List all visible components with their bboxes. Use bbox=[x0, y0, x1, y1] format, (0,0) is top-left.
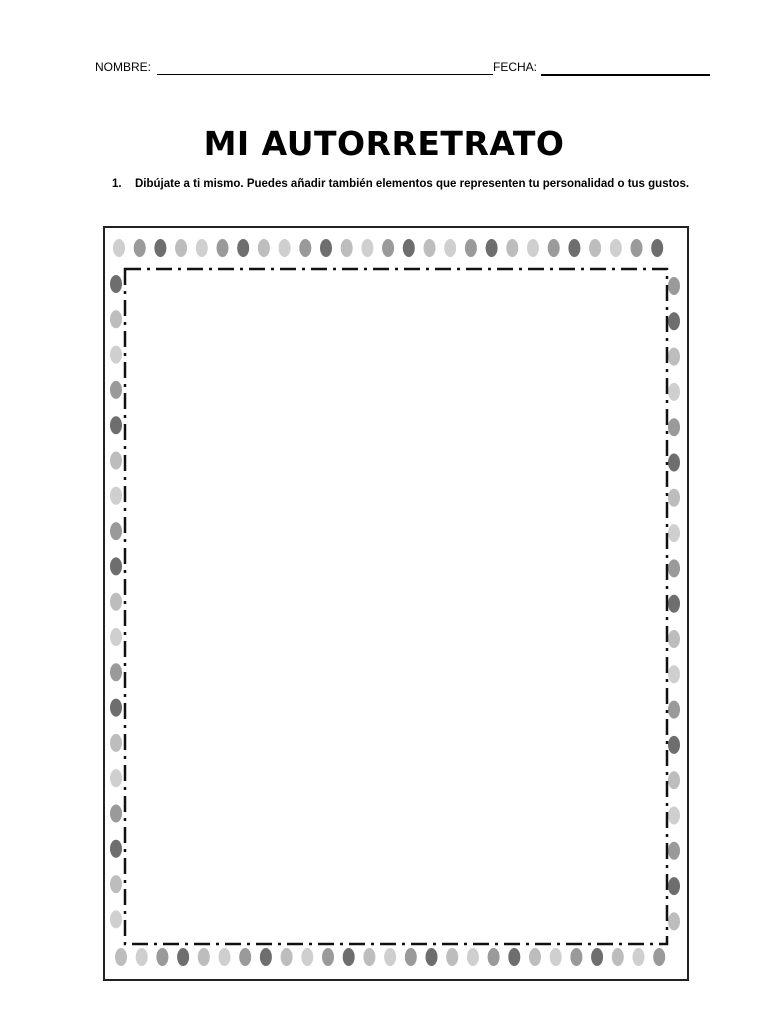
border-dot bbox=[136, 948, 148, 966]
border-dot bbox=[110, 875, 122, 893]
border-dot bbox=[384, 948, 396, 966]
border-dot bbox=[110, 416, 122, 434]
border-dot bbox=[110, 275, 122, 293]
border-dot bbox=[198, 948, 210, 966]
border-dot bbox=[156, 948, 168, 966]
date-field[interactable] bbox=[541, 74, 710, 76]
border-dot bbox=[506, 239, 518, 257]
date-label: FECHA: bbox=[493, 60, 538, 74]
border-dot bbox=[110, 593, 122, 611]
border-dot bbox=[343, 948, 355, 966]
border-dot bbox=[403, 239, 415, 257]
border-dot bbox=[110, 663, 122, 681]
border-dot bbox=[668, 630, 680, 648]
border-dot bbox=[508, 948, 520, 966]
border-dot bbox=[668, 807, 680, 825]
border-dot bbox=[239, 948, 251, 966]
border-dot bbox=[363, 948, 375, 966]
border-dot bbox=[444, 239, 456, 257]
border-dot bbox=[529, 948, 541, 966]
border-dot bbox=[612, 948, 624, 966]
border-dot bbox=[426, 948, 438, 966]
border-dot bbox=[320, 239, 332, 257]
border-dot bbox=[488, 948, 500, 966]
border-dot bbox=[110, 452, 122, 470]
border-dot bbox=[668, 736, 680, 754]
border-dot bbox=[110, 699, 122, 717]
border-dot bbox=[550, 948, 562, 966]
border-dot bbox=[668, 842, 680, 860]
header-row bbox=[95, 58, 710, 78]
border-dot bbox=[301, 948, 313, 966]
border-dot bbox=[110, 557, 122, 575]
border-dot bbox=[668, 701, 680, 719]
border-dot bbox=[110, 805, 122, 823]
border-dot bbox=[668, 524, 680, 542]
border-dot bbox=[446, 948, 458, 966]
border-dot bbox=[589, 239, 601, 257]
border-dot bbox=[110, 381, 122, 399]
border-dot bbox=[110, 310, 122, 328]
border-dot bbox=[668, 489, 680, 507]
border-dot bbox=[610, 239, 622, 257]
border-dot bbox=[113, 239, 125, 257]
border-dot bbox=[405, 948, 417, 966]
border-dot bbox=[110, 910, 122, 928]
border-dot bbox=[668, 277, 680, 295]
inner-dashed-frame bbox=[125, 269, 667, 944]
border-dot bbox=[237, 239, 249, 257]
instruction-text: Dibújate a ti mismo. Puedes añadir también elementos que representen tu personalidad o tus gustos. bbox=[135, 178, 690, 190]
border-dot bbox=[548, 239, 560, 257]
name-label: NOMBRE: bbox=[95, 60, 152, 74]
border-dot bbox=[175, 239, 187, 257]
border-dot bbox=[465, 239, 477, 257]
border-dot bbox=[134, 239, 146, 257]
dotted-border bbox=[105, 228, 687, 979]
border-dot bbox=[467, 948, 479, 966]
border-dot bbox=[322, 948, 334, 966]
border-dot bbox=[651, 239, 663, 257]
border-dot bbox=[115, 948, 127, 966]
border-dot bbox=[668, 383, 680, 401]
name-field[interactable] bbox=[157, 74, 493, 75]
border-dot bbox=[217, 239, 229, 257]
border-dot bbox=[668, 877, 680, 895]
border-dot bbox=[633, 948, 645, 966]
border-dot bbox=[668, 418, 680, 436]
border-dot bbox=[668, 312, 680, 330]
border-dot bbox=[568, 239, 580, 257]
border-dot bbox=[382, 239, 394, 257]
border-dot bbox=[668, 665, 680, 683]
border-dot bbox=[110, 840, 122, 858]
border-dot bbox=[299, 239, 311, 257]
page-title: MI AUTORRETRATO bbox=[203, 124, 565, 163]
border-dot bbox=[110, 769, 122, 787]
border-dot bbox=[258, 239, 270, 257]
border-dot bbox=[668, 771, 680, 789]
drawing-frame bbox=[103, 226, 689, 981]
border-dot bbox=[279, 239, 291, 257]
border-dot bbox=[668, 595, 680, 613]
border-dot bbox=[281, 948, 293, 966]
border-dot bbox=[668, 348, 680, 366]
border-dot bbox=[110, 346, 122, 364]
border-dot bbox=[110, 734, 122, 752]
border-dot bbox=[486, 239, 498, 257]
border-dot bbox=[219, 948, 231, 966]
border-dot bbox=[260, 948, 272, 966]
border-dot bbox=[424, 239, 436, 257]
border-dot bbox=[196, 239, 208, 257]
border-dot bbox=[110, 522, 122, 540]
border-dot bbox=[110, 628, 122, 646]
border-dot bbox=[527, 239, 539, 257]
border-dot bbox=[570, 948, 582, 966]
instruction-number: 1. bbox=[112, 178, 122, 190]
border-dot bbox=[653, 948, 665, 966]
border-dot bbox=[341, 239, 353, 257]
border-dot bbox=[361, 239, 373, 257]
border-dot bbox=[631, 239, 643, 257]
border-dot bbox=[110, 487, 122, 505]
border-dot bbox=[154, 239, 166, 257]
border-dot bbox=[668, 559, 680, 577]
border-dot bbox=[177, 948, 189, 966]
border-dot bbox=[591, 948, 603, 966]
border-dot bbox=[668, 454, 680, 472]
border-dot bbox=[668, 912, 680, 930]
